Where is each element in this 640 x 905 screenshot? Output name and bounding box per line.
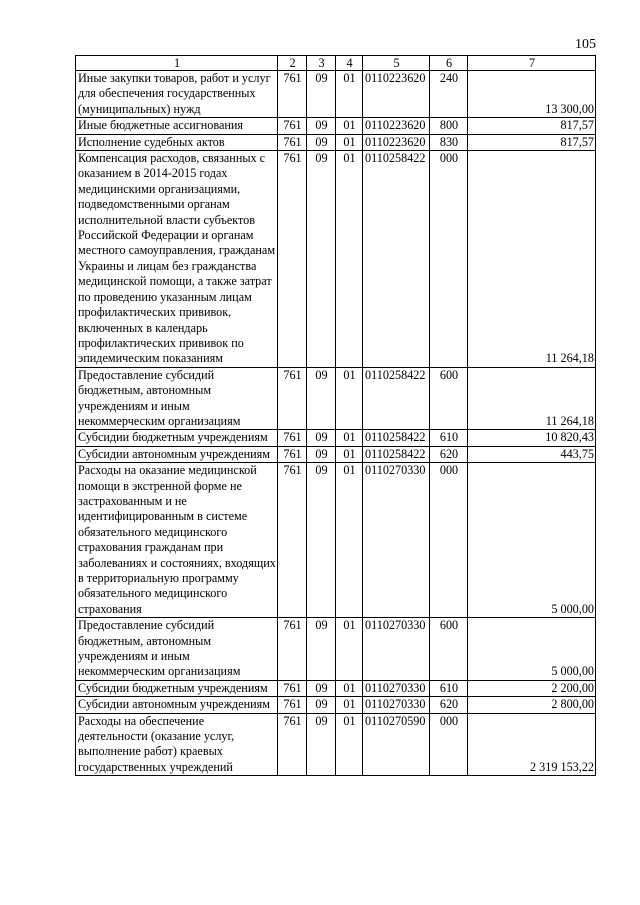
budget-table <box>75 55 596 776</box>
amount-cell: 817,57 <box>468 134 596 150</box>
expense-type-cell: 610 <box>430 680 468 696</box>
header-row <box>76 56 596 71</box>
subsection-code-cell: 01 <box>336 430 363 446</box>
amount-cell: 2 200,00 <box>468 680 596 696</box>
column-header: 4 <box>336 56 363 71</box>
ministry-code-cell: 761 <box>278 151 307 368</box>
section-code-cell: 09 <box>307 697 336 713</box>
subsection-code-cell: 01 <box>336 618 363 681</box>
row-name-cell: Компенсация расходов, связанных с оказанием в 2014-2015 годах медицинскими организациями, подведомственными органам исполнительной власти субъектов Российской Федерации и органам местного самоуправления, гражданам Украины и лицам без гражданства медицинской помощи, а также затрат по проведению указанным лицам профилактических прививок, включенных в календарь профилактических прививок по эпидемическим показаниям <box>76 151 278 368</box>
row-name-cell: Исполнение судебных актов <box>76 134 278 150</box>
row-name-cell: Расходы на оказание медицинской помощи в экстренной форме не застрахованным и не идентифицированным в системе обязательного медицинского страхования гражданам при заболеваниях и состояниях, входящих в территориальную программу обязательного медицинского страхования <box>76 463 278 618</box>
table-row <box>76 680 596 696</box>
section-code-cell: 09 <box>307 680 336 696</box>
table-row <box>76 151 596 368</box>
expense-type-cell: 600 <box>430 367 468 430</box>
table-row <box>76 463 596 618</box>
table-row <box>76 118 596 134</box>
expense-type-cell: 000 <box>430 463 468 618</box>
row-name-cell: Иные бюджетные ассигнования <box>76 118 278 134</box>
column-header: 5 <box>363 56 430 71</box>
amount-cell: 10 820,43 <box>468 430 596 446</box>
amount-cell: 2 319 153,22 <box>468 713 596 776</box>
section-code-cell: 09 <box>307 713 336 776</box>
row-name-cell: Субсидии автономным учреждениям <box>76 446 278 462</box>
ministry-code-cell: 761 <box>278 618 307 681</box>
section-code-cell: 09 <box>307 430 336 446</box>
table-row <box>76 618 596 681</box>
expense-type-cell: 800 <box>430 118 468 134</box>
subsection-code-cell: 01 <box>336 134 363 150</box>
target-article-cell: 0110223620 <box>363 134 430 150</box>
section-code-cell: 09 <box>307 618 336 681</box>
expense-type-cell: 000 <box>430 151 468 368</box>
target-article-cell: 0110223620 <box>363 71 430 118</box>
subsection-code-cell: 01 <box>336 697 363 713</box>
subsection-code-cell: 01 <box>336 151 363 368</box>
expense-type-cell: 000 <box>430 713 468 776</box>
expense-type-cell: 610 <box>430 430 468 446</box>
table-row <box>76 430 596 446</box>
ministry-code-cell: 761 <box>278 134 307 150</box>
column-header: 6 <box>430 56 468 71</box>
subsection-code-cell: 01 <box>336 446 363 462</box>
ministry-code-cell: 761 <box>278 118 307 134</box>
section-code-cell: 09 <box>307 151 336 368</box>
section-code-cell: 09 <box>307 367 336 430</box>
row-name-cell: Предоставление субсидий бюджетным, автономным учреждениям и иным некоммерческим организациям <box>76 367 278 430</box>
page-number: 105 <box>575 37 596 52</box>
table-row <box>76 134 596 150</box>
subsection-code-cell: 01 <box>336 71 363 118</box>
subsection-code-cell: 01 <box>336 118 363 134</box>
amount-cell: 817,57 <box>468 118 596 134</box>
subsection-code-cell: 01 <box>336 713 363 776</box>
amount-cell: 11 264,18 <box>468 151 596 368</box>
amount-cell: 5 000,00 <box>468 618 596 681</box>
amount-cell: 11 264,18 <box>468 367 596 430</box>
target-article-cell: 0110270330 <box>363 697 430 713</box>
column-header: 7 <box>468 56 596 71</box>
target-article-cell: 0110258422 <box>363 367 430 430</box>
subsection-code-cell: 01 <box>336 680 363 696</box>
subsection-code-cell: 01 <box>336 463 363 618</box>
section-code-cell: 09 <box>307 134 336 150</box>
ministry-code-cell: 761 <box>278 713 307 776</box>
column-header: 3 <box>307 56 336 71</box>
subsection-code-cell: 01 <box>336 367 363 430</box>
amount-cell: 5 000,00 <box>468 463 596 618</box>
amount-cell: 443,75 <box>468 446 596 462</box>
table-row <box>76 713 596 776</box>
section-code-cell: 09 <box>307 118 336 134</box>
column-header: 2 <box>278 56 307 71</box>
ministry-code-cell: 761 <box>278 697 307 713</box>
expense-type-cell: 620 <box>430 697 468 713</box>
section-code-cell: 09 <box>307 71 336 118</box>
target-article-cell: 0110270590 <box>363 713 430 776</box>
row-name-cell: Субсидии автономным учреждениям <box>76 697 278 713</box>
target-article-cell: 0110258422 <box>363 151 430 368</box>
amount-cell: 13 300,00 <box>468 71 596 118</box>
ministry-code-cell: 761 <box>278 430 307 446</box>
row-name-cell: Предоставление субсидий бюджетным, автономным учреждениям и иным некоммерческим организациям <box>76 618 278 681</box>
section-code-cell: 09 <box>307 463 336 618</box>
row-name-cell: Расходы на обеспечение деятельности (оказание услуг, выполнение работ) краевых государственных учреждений <box>76 713 278 776</box>
target-article-cell: 0110258422 <box>363 446 430 462</box>
amount-cell: 2 800,00 <box>468 697 596 713</box>
ministry-code-cell: 761 <box>278 680 307 696</box>
ministry-code-cell: 761 <box>278 463 307 618</box>
expense-type-cell: 240 <box>430 71 468 118</box>
expense-type-cell: 620 <box>430 446 468 462</box>
table-row <box>76 697 596 713</box>
expense-type-cell: 600 <box>430 618 468 681</box>
ministry-code-cell: 761 <box>278 71 307 118</box>
table-row <box>76 71 596 118</box>
row-name-cell: Субсидии бюджетным учреждениям <box>76 430 278 446</box>
column-header: 1 <box>76 56 278 71</box>
table-row <box>76 367 596 430</box>
ministry-code-cell: 761 <box>278 446 307 462</box>
target-article-cell: 0110258422 <box>363 430 430 446</box>
row-name-cell: Субсидии бюджетным учреждениям <box>76 680 278 696</box>
table-row <box>76 446 596 462</box>
target-article-cell: 0110270330 <box>363 618 430 681</box>
section-code-cell: 09 <box>307 446 336 462</box>
ministry-code-cell: 761 <box>278 367 307 430</box>
target-article-cell: 0110223620 <box>363 118 430 134</box>
target-article-cell: 0110270330 <box>363 463 430 618</box>
row-name-cell: Иные закупки товаров, работ и услуг для обеспечения государственных (муниципальных) нужд <box>76 71 278 118</box>
target-article-cell: 0110270330 <box>363 680 430 696</box>
expense-type-cell: 830 <box>430 134 468 150</box>
